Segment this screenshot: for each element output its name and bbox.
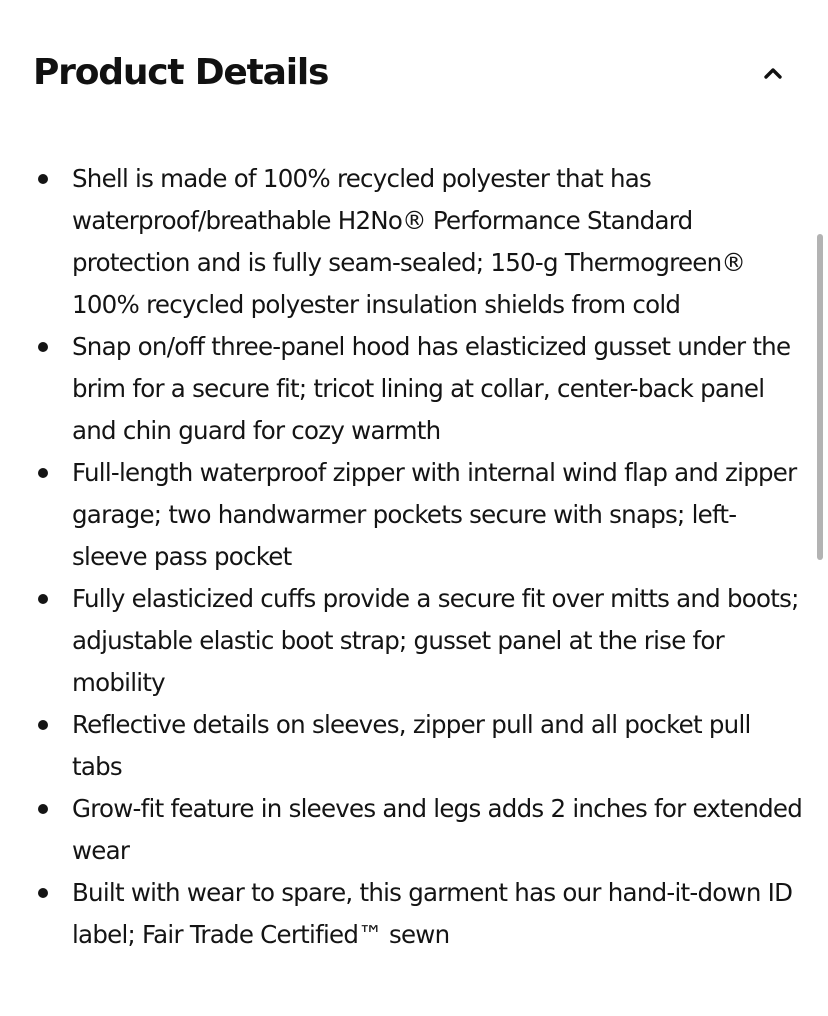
detail-item [36, 872, 806, 956]
bullet-icon [38, 174, 48, 184]
product-details-header[interactable] [33, 46, 788, 102]
section-title: Product Details [33, 52, 329, 93]
bullet-icon [38, 468, 48, 478]
detail-item [36, 326, 806, 452]
detail-item [36, 704, 806, 788]
product-details-list [36, 158, 806, 956]
detail-item [36, 158, 806, 326]
bullet-icon [38, 594, 48, 604]
detail-text: Built with wear to spare, this garment has our hand-it-down ID label; Fair Trade Certified™ sewn [72, 878, 793, 949]
scrollbar-thumb[interactable] [817, 234, 823, 560]
detail-text: Reflective details on sleeves, zipper pull and all pocket pull tabs [72, 710, 751, 781]
detail-text: Snap on/off three-panel hood has elasticized gusset under the brim for a secure fit; tricot lining at collar, center-back panel and chin guard for cozy warmth [72, 332, 791, 445]
detail-text: Shell is made of 100% recycled polyester that has waterproof/breathable H2No® Performance Standard protection and is fully seam-sealed; 150-g Thermogreen® 100% recycled polyester insulation shields from cold [72, 164, 746, 319]
bullet-icon [38, 888, 48, 898]
detail-item [36, 452, 806, 578]
bullet-icon [38, 720, 48, 730]
chevron-up-icon [758, 58, 788, 88]
bullet-icon [38, 342, 48, 352]
bullet-icon [38, 804, 48, 814]
detail-text: Full-length waterproof zipper with internal wind flap and zipper garage; two handwarmer pockets secure with snaps; left-sleeve pass pocket [72, 458, 797, 571]
detail-text: Grow-fit feature in sleeves and legs adds 2 inches for extended wear [72, 794, 803, 865]
detail-text: Fully elasticized cuffs provide a secure fit over mitts and boots; adjustable elastic boot strap; gusset panel at the rise for mobility [72, 584, 799, 697]
collapse-toggle-button[interactable] [758, 58, 788, 88]
detail-item [36, 788, 806, 872]
detail-item [36, 578, 806, 704]
